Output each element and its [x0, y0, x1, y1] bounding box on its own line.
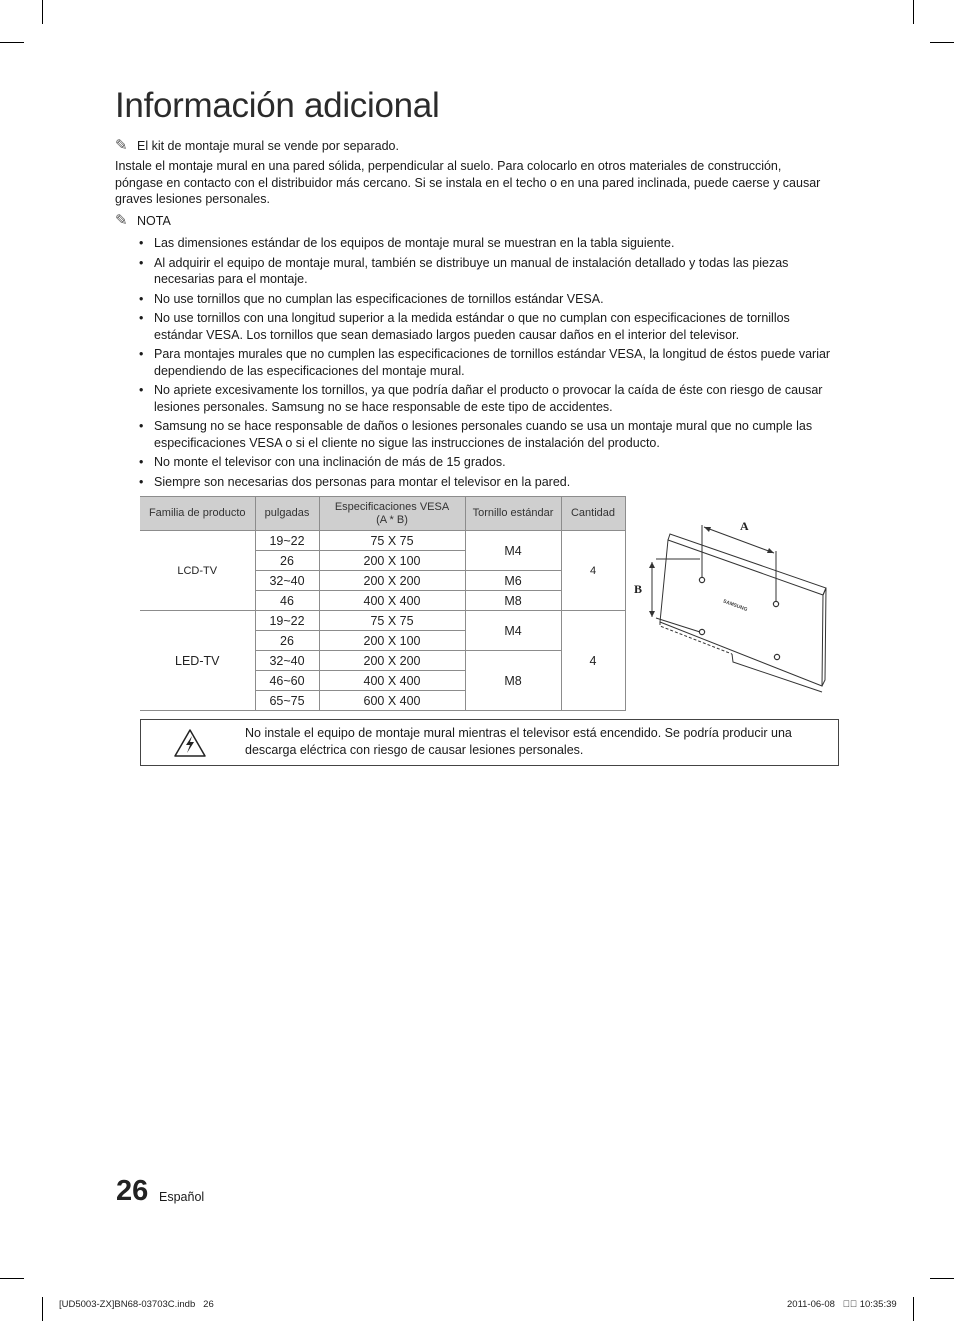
header-screw: Tornillo estándar: [465, 497, 561, 531]
bullet-item: • Samsung no se hace responsable de daños o lesiones personales cuando se usa un montaje mural que no cumple las especificaciones VESA o si el cliente no sigue las instrucciones de instalación del producto.: [136, 418, 836, 451]
vesa-cell: 200 X 200: [319, 571, 465, 591]
screw-cell: M6: [465, 571, 561, 591]
quantity-cell: 4: [561, 531, 625, 611]
crop-mark: [42, 0, 43, 24]
family-cell: LCD-TV: [140, 531, 255, 611]
vesa-cell: 600 X 400: [319, 691, 465, 711]
screw-cell: M4: [465, 531, 561, 571]
mount-hole-icon: [699, 629, 704, 634]
header-vesa-line2: (A * B): [376, 513, 408, 526]
inches-cell: 46~60: [255, 671, 319, 691]
crop-mark: [0, 1278, 24, 1279]
header-vesa: [319, 497, 465, 531]
note-text: El kit de montaje mural se vende por separado.: [137, 139, 399, 153]
pencil-note-icon: ✎: [115, 137, 128, 154]
crop-mark: [913, 0, 914, 24]
page-number: 26: [116, 1175, 149, 1207]
vesa-cell: 200 X 100: [319, 631, 465, 651]
bullet-item: • No use tornillos con una longitud superior a la medida estándar o que no cumplan con especificaciones de tornillos estándar VESA. Los tornillos que sean demasiado largos pueden causar daños en el interior del televisor.: [136, 310, 836, 343]
crop-mark: [0, 42, 24, 43]
inches-cell: 32~40: [255, 571, 319, 591]
quantity-cell: 4: [561, 611, 625, 711]
mount-hole-icon: [773, 601, 778, 606]
bullet-item: • Al adquirir el equipo de montaje mural, también se distribuye un manual de instalación detallado y todas las piezas necesarias para el montaje.: [136, 255, 836, 288]
vesa-cell: 400 X 400: [319, 671, 465, 691]
crop-mark: [42, 1297, 43, 1321]
bullet-item: • No apriete excesivamente los tornillos, ya que podría dañar el producto o provocar la caída de éste con riesgo de causar lesiones personales. Samsung no se hace responsable de este tipo de accidentes.: [136, 382, 836, 415]
note-separate-kit: [115, 138, 399, 155]
dimension-a-label: A: [740, 519, 749, 533]
inches-cell: 26: [255, 631, 319, 651]
crop-mark: [930, 1278, 954, 1279]
bullet-item: • Para montajes murales que no cumplen las especificaciones de tornillos estándar VESA, la longitud de éstos puede variar dependiendo de las especificaciones del montaje mural.: [136, 346, 836, 379]
header-quantity: Cantidad: [561, 497, 625, 531]
bullet-item: • No monte el televisor con una inclinación de más de 15 grados.: [136, 454, 836, 471]
install-paragraph: Instale el montaje mural en una pared sólida, perpendicular al suelo. Para colocarlo en otros materiales de construcción, póngase en contacto con el distribuidor más cercano. Si se instala en el techo o en una pared inclinada, puede caerse y causar graves lesiones personales.: [115, 159, 821, 206]
vesa-cell: 75 X 75: [319, 611, 465, 631]
inches-cell: 19~22: [255, 611, 319, 631]
print-file-info: [UD5003-ZX]BN68-03703C.indb 26: [59, 1299, 214, 1310]
table-header-row: [140, 497, 625, 531]
header-inches: pulgadas: [255, 497, 319, 531]
mount-hole-icon: [699, 577, 704, 582]
page-language: Español: [159, 1190, 205, 1204]
screw-cell: M8: [465, 591, 561, 611]
header-vesa-line1: Especificaciones VESA: [334, 500, 450, 513]
vesa-cell: 200 X 200: [319, 651, 465, 671]
dimension-b-label: B: [634, 582, 643, 596]
tv-back-diagram: [630, 512, 845, 697]
inches-cell: 26: [255, 551, 319, 571]
crop-mark: [913, 1297, 914, 1321]
note-label: NOTA: [137, 214, 171, 228]
table-row: [140, 611, 625, 631]
table-row: [140, 531, 625, 551]
tv-panel-outline: [660, 540, 823, 686]
print-date-info: 2011-06-08    10:35:39: [787, 1299, 897, 1310]
note-heading: [115, 213, 171, 230]
warning-box: [140, 719, 839, 766]
vesa-cell: 200 X 100: [319, 551, 465, 571]
bullet-item: • No use tornillos que no cumplan las especificaciones de tornillos estándar VESA.: [136, 291, 836, 308]
header-family: Familia de producto: [140, 497, 255, 531]
page-title: Información adicional: [115, 86, 440, 125]
screw-cell: M4: [465, 611, 561, 651]
vesa-cell: 75 X 75: [319, 531, 465, 551]
bullet-item: • Siempre son necesarias dos personas para montar el televisor en la pared.: [136, 474, 836, 491]
crop-mark: [930, 42, 954, 43]
bullet-item: • Las dimensiones estándar de los equipos de montaje mural se muestran en la tabla siguiente.: [136, 235, 836, 252]
screw-cell: M8: [465, 651, 561, 711]
pencil-note-icon: ✎: [115, 212, 128, 229]
inches-cell: 19~22: [255, 531, 319, 551]
note-bullet-list: [136, 235, 836, 493]
family-cell: LED-TV: [140, 611, 255, 711]
vesa-spec-table: [140, 496, 626, 711]
inches-cell: 46: [255, 591, 319, 611]
vesa-cell: 400 X 400: [319, 591, 465, 611]
brand-logo-text: SAMSUNG: [722, 598, 749, 613]
electric-shock-warning-icon: [173, 728, 207, 758]
inches-cell: 32~40: [255, 651, 319, 671]
inches-cell: 65~75: [255, 691, 319, 711]
warning-text: No instale el equipo de montaje mural mientras el televisor está encendido. Se podría producir una descarga eléctrica con riesgo de causar lesiones personales.: [245, 726, 792, 757]
mount-hole-icon: [774, 654, 779, 659]
